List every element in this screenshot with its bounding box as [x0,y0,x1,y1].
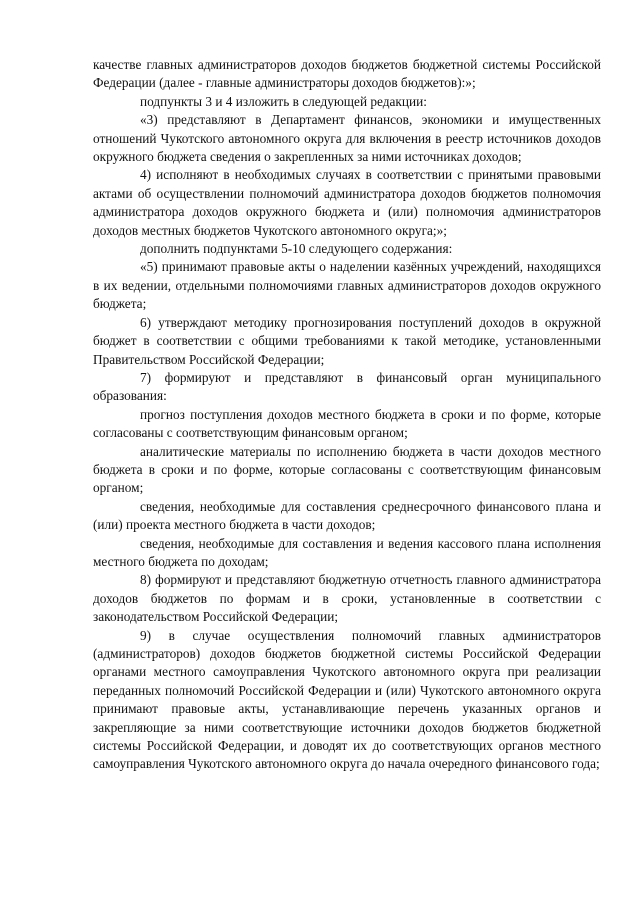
paragraph-item-7: 7) формируют и представляют в финансовый орган муниципального образования: [93,369,601,404]
paragraph-subpoints-intro: подпункты 3 и 4 изложить в следующей редакции: [140,93,427,109]
paragraph-item-8: 8) формируют и представляют бюджетную отчетность главного администратора доходов бюджетов по формам и в сроки, установленные в соответствии с законодательством Российской Федерации; [93,572,601,625]
paragraph-item-7-forecast: прогноз поступления доходов местного бюджета в сроки и по форме, которые согласованы с соответствующим финансовым органом; [93,406,601,441]
paragraph-item-7-financial-plan: сведения, необходимые для составления среднесрочного финансового плана и (или) проекта местного бюджета в части доходов; [93,498,601,533]
paragraph-continuation: качестве главных администраторов доходов бюджетов бюджетной системы Российской Федерации (далее - главные администраторы доходов бюджетов):»; [93,57,601,91]
paragraph-item-7-cash-plan: сведения, необходимые для составления и ведения кассового плана исполнения местного бюджета по доходам; [93,535,601,569]
paragraph-item-3: «3) представляют в Департамент финансов, экономики и имущественных отношений Чукотского автономного округа для включения в реестр источников доходов окружного бюджета сведения о закрепленных за ними источниках доходов; [93,112,601,165]
paragraph-item-7-analytics: аналитические материалы по исполнению бюджета в части доходов местного бюджета в сроки и по форме, которые согласованы с соответствующим финансовым органом; [93,443,601,496]
paragraph-item-9: 9) в случае осуществления полномочий главных администраторов (администраторов) доходов бюджетов бюджетной системы Российской Федерации органами местного самоуправления Чукотского автономного округа при реализации переданных полномочий Российской Федерации и (или) Чукотского автономного округа принимают правовые акты, устанавливающие перечень указанных органов и закрепляющие за ними соответствующие источники доходов бюджетов бюджетной системы Российской Федерации, и доводят их до соответствующих органов местного самоуправления Чукотского автономного округа до начала очередного финансового года; [93,627,601,772]
document-body [93,56,601,774]
paragraph-item-6: 6) утверждают методику прогнозирования поступлений доходов в окружной бюджет в соответствии с общими требованиями к такой методике, установленными Правительством Российской Федерации; [93,314,601,367]
paragraph-item-5: «5) принимают правовые акты о наделении казённых учреждений, находящихся в их ведении, отдельными полномочиями главных администраторов доходов окружного бюджета; [93,259,601,312]
paragraph-item-4: 4) исполняют в необходимых случаях в соответствии с принятыми правовыми актами об осуществлении полномочий администратора доходов бюджетов полномочия администратора доходов окружного бюджета и (или) полномочия администраторов доходов местных бюджетов Чукотского автономного округа;»; [93,167,601,238]
paragraph-supplement-intro: дополнить подпунктами 5-10 следующего содержания: [140,241,453,257]
